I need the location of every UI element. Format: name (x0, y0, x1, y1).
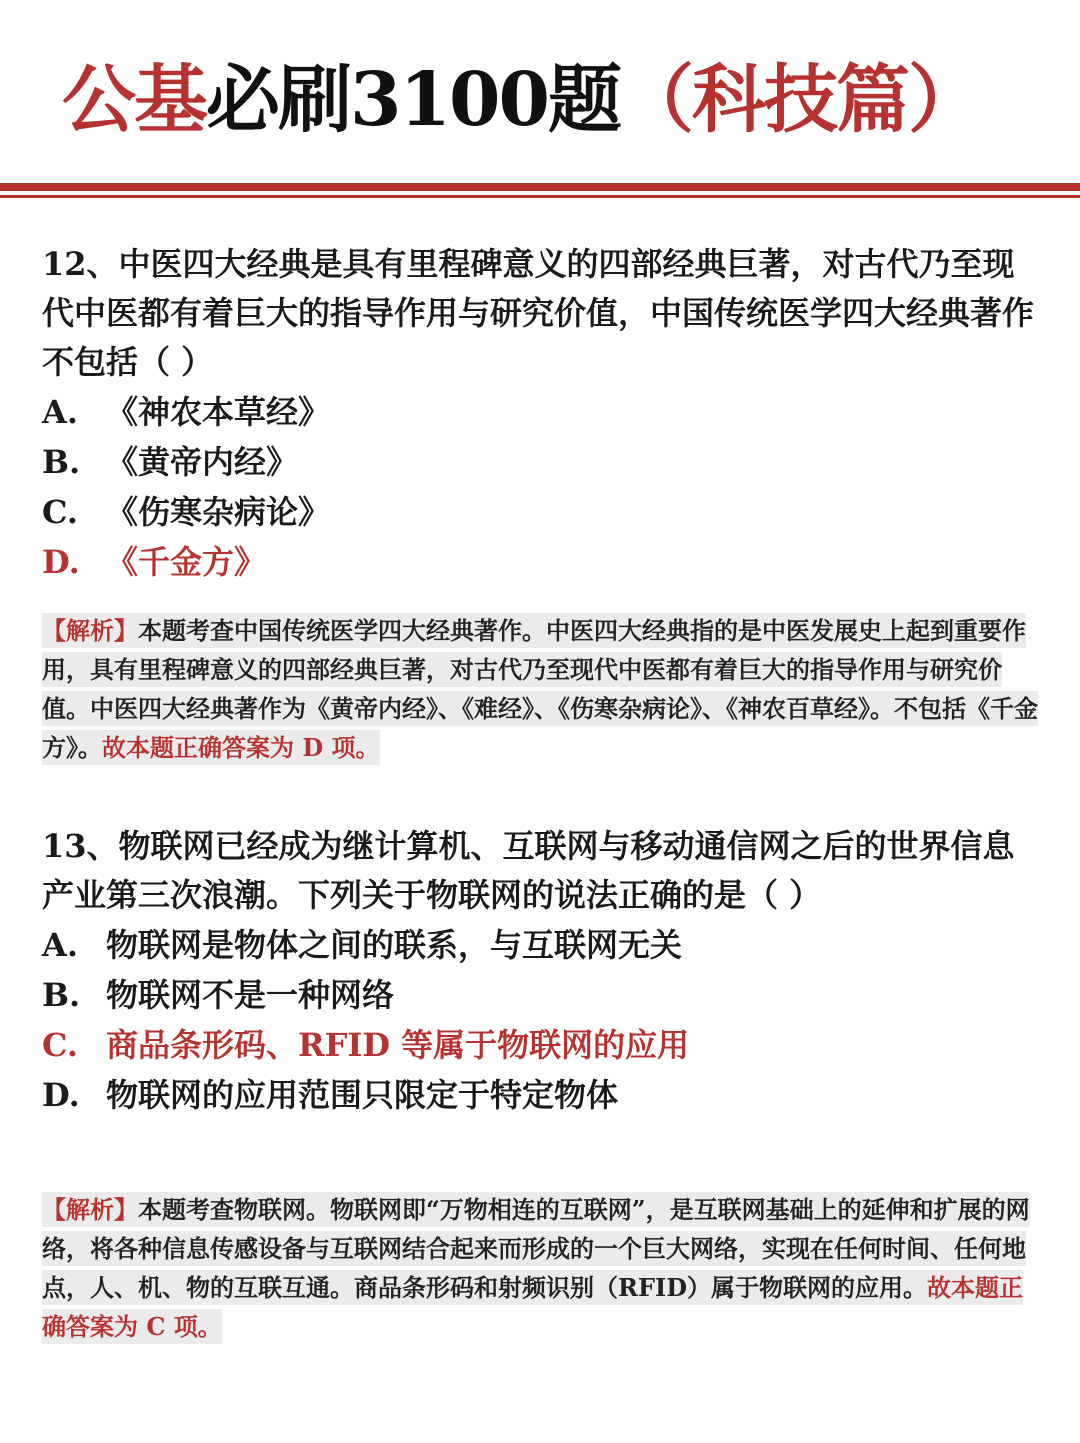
analysis-highlight (42, 613, 1038, 765)
question-stem: 12、中医四大经典是具有里程碑意义的四部经典巨著，对古代乃至现代中医都有着巨大的指导作用与研究价值，中国传统医学四大经典著作不包括（ ） (42, 245, 1035, 381)
header (0, 0, 1080, 182)
option-letter: A. (42, 926, 78, 964)
analysis-text: 本题考查中国传统医学四大经典著作。中医四大经典指的是中医发展史上起到重要作用，具有里程碑意义的四部经典巨著，对古代乃至现代中医都有着巨大的指导作用与研究价值。中医四大经典著作为《黄帝内经》、《难经》、《伤寒杂病论》、《神农百草经》。不包括《千金方》。 (42, 616, 1038, 762)
option-text: 商品条形码、RFID 等属于物联网的应用 (106, 1026, 690, 1064)
option-letter: A. (42, 393, 78, 431)
title-red-part: 公基 (62, 57, 206, 143)
option-a[interactable] (42, 920, 1042, 970)
option-c[interactable] (42, 487, 1042, 537)
analysis-tag: 【解析】 (42, 1195, 138, 1224)
question-13 (42, 822, 1042, 1346)
option-letter: B. (42, 443, 81, 481)
title-topic-part: （科技篇） (619, 57, 980, 143)
option-letter: C. (42, 1026, 79, 1064)
option-letter: C. (42, 493, 79, 531)
option-text: 物联网不是一种网络 (106, 976, 395, 1014)
option-list (42, 387, 1042, 587)
option-d-correct[interactable] (42, 537, 1042, 587)
analysis-block (42, 1190, 1042, 1346)
title-main-part: 必刷3100题 (206, 57, 620, 143)
option-list (42, 920, 1042, 1120)
question-stem: 13、物联网已经成为继计算机、互联网与移动通信网之后的世界信息产业第三次浪潮。下列关于物联网的说法正确的是（ ） (42, 827, 1015, 914)
option-text: 《黄帝内经》 (106, 443, 299, 481)
analysis-text: 本题考查物联网。物联网即“万物相连的互联网”，是互联网基础上的延伸和扩展的网络，将各种信息传感设备与互联网结合起来而形成的一个巨大网络，实现在任何时间、任何地点，人、机、物的互联互通。商品条形码和射频识别（RFID）属于物联网的应用。 (42, 1195, 1030, 1302)
option-letter: D. (42, 543, 80, 581)
option-letter: D. (42, 1076, 80, 1114)
option-text: 《神农本草经》 (106, 393, 331, 431)
option-d[interactable] (42, 1070, 1042, 1120)
option-text: 《千金方》 (106, 543, 267, 581)
analysis-block (42, 611, 1042, 767)
analysis-highlight (42, 1192, 1030, 1344)
option-b[interactable] (42, 437, 1042, 487)
option-letter: B. (42, 976, 81, 1014)
analysis-answer: 故本题正确答案为 D 项。 (102, 733, 380, 762)
option-b[interactable] (42, 970, 1042, 1020)
question-12 (42, 240, 1042, 767)
analysis-tag: 【解析】 (42, 616, 138, 645)
option-a[interactable] (42, 387, 1042, 437)
header-divider-thin (0, 195, 1080, 198)
option-text: 《伤寒杂病论》 (106, 493, 331, 531)
analysis-answer: 故本题正确答案为 C 项。 (42, 1273, 1024, 1341)
option-text: 物联网的应用范围只限定于特定物体 (106, 1076, 619, 1114)
option-text: 物联网是物体之间的联系，与互联网无关 (106, 926, 683, 964)
page-title (62, 52, 980, 148)
header-divider-thick (0, 183, 1080, 191)
option-c-correct[interactable] (42, 1020, 1042, 1070)
